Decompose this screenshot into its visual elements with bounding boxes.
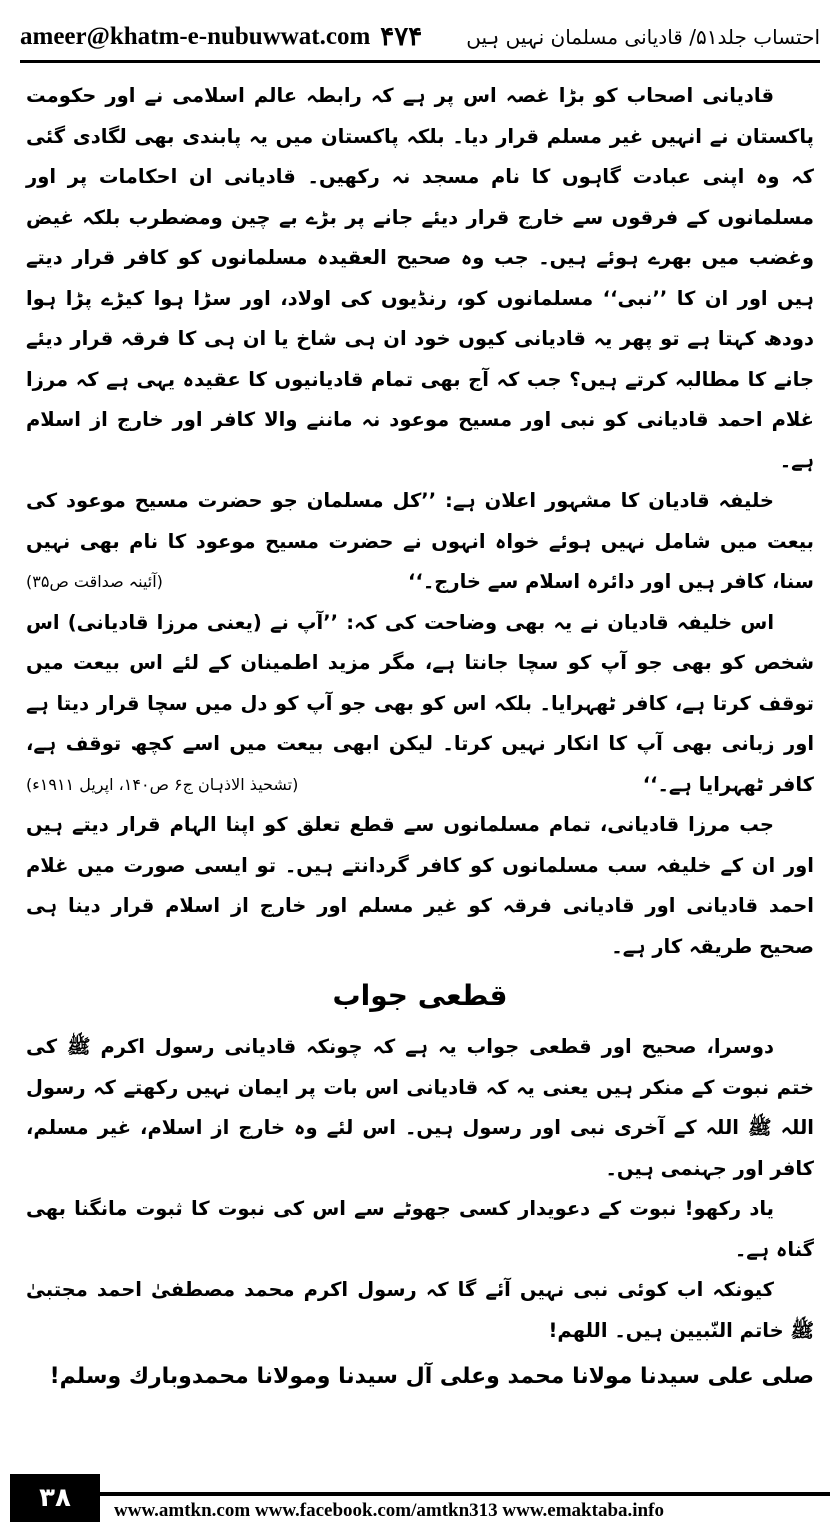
paragraph-3 <box>26 603 814 806</box>
header-page-number: ۴۷۴ <box>380 22 423 52</box>
header-email[interactable]: ameer@khatm-e-nubuwwat.com <box>20 23 371 50</box>
paragraph-5: دوسرا، صحیح اور قطعی جواب یہ ہے کہ چونکہ قادیانی رسول اکرم ﷺ کی ختم نبوت کے منکر ہیں یعنی یہ کہ قادیانی اس بات پر ایمان نہیں رکھتے کہ رسول اللہ ﷺ اللہ کے آخری نبی اور رسول ہیں۔ اس لئے وہ خارج از اسلام، غیر مسلم، کافر اور جہنمی ہیں۔ <box>26 1035 814 1180</box>
paragraph-1: قادیانی اصحاب کو بڑا غصہ اس پر ہے کہ رابطہ عالم اسلامی نے اور حکومت پاکستان نے انہیں غیر مسلم قرار دیا۔ بلکہ پاکستان میں یہ پابندی بھی لگادی گئی کہ وہ اپنی عبادت گاہوں کا نام مسجد نہ رکھیں۔ قادیانی ان احکامات پر اور مسلمانوں کے فرقوں سے خارج قرار دیئے جانے پر بڑے بے چین ومضطرب بلکہ غیض وغضب میں بھرے ہوئے ہیں۔ جب وہ صحیح العقیدہ مسلمانوں کو کافر قرار دیتے ہیں اور ان کا ’’نبی‘‘ مسلمانوں کو، رنڈیوں کی اولاد، اور سڑا ہوا کیڑے پڑا ہوا دودھ کہتا ہے تو پھر یہ قادیانی کیوں خود ان ہی شاخ یا ان ہی کا فرقہ قرار دیئے جانے کا مطالبہ کرتے ہیں؟ جب کہ آج بھی تمام قادیانیوں کا عقیدہ یہی ہے کہ مرزا غلام احمد قادیانی کو نبی اور مسیح موعود نہ ماننے والا کافر اور خارج از اسلام ہے۔ <box>26 84 814 472</box>
footer-page-number: ۳۸ <box>10 1474 100 1522</box>
paragraph-4: جب مرزا قادیانی، تمام مسلمانوں سے قطع تعلق کو اپنا الہام قرار دیتے ہیں اور ان کے خلیفہ سب مسلمانوں کو کافر گردانتے ہیں۔ تو ایسی صورت میں غلام احمد قادیانی اور قادیانی فرقہ کو غیر مسلم اور خارج از اسلام قرار دینا ہی صحیح طریقہ کار ہے۔ <box>26 813 814 958</box>
page-header <box>20 14 820 63</box>
page-content <box>26 76 814 1426</box>
page-footer <box>10 1474 830 1522</box>
reference-tashheez: (تشحیذ الاذہان ج۶ ص۱۴۰، اپریل ۱۹۱۱ء) <box>26 774 299 794</box>
footer-links-area <box>100 1474 830 1522</box>
footer-links[interactable]: www.amtkn.com www.facebook.com/amtkn313 www.emaktaba.info <box>114 1500 664 1521</box>
section-heading: قطعی جواب <box>332 979 508 1012</box>
closing-darood: صلی علی سیدنا مولانا محمد وعلی آل سیدنا ومولانا محمدوبارك وسلم! <box>49 1364 814 1389</box>
paragraph-7: کیونکہ اب کوئی نبی نہیں آئے گا کہ رسول اکرم محمد مصطفیٰ احمد مجتبیٰ ﷺ خاتم النّبیین ہیں۔ اللھم! <box>26 1278 814 1342</box>
header-book-title: احتساب جلد۵۱/ قادیانی مسلمان نہیں ہیں <box>466 25 820 49</box>
reference-ayina-sadaqat: (آئینہ صداقت ص۳۵) <box>26 572 163 591</box>
header-left <box>20 22 422 52</box>
paragraph-6: یاد رکھو! نبوت کے دعویدار کسی جھوٹے سے اس کی نبوت کا ثبوت مانگنا بھی گناہ ہے۔ <box>26 1197 814 1261</box>
paragraph-3-text: اس خلیفہ قادیان نے یہ بھی وضاحت کی کہ: ’’آپ نے (یعنی مرزا قادیانی) اس شخص کو بھی جو آپ کو سچا جانتا ہے، مگر مزید اطمینان کے لئے اس بیعت میں توقف کرتا ہے، کافر ٹھہرایا۔ بلکہ اس کو بھی جو آپ کو دل میں سچا قرار دیتا ہے اور زبانی بھی آپ کا انکار نہیں کرتا۔ لیکن ابھی بیعت میں اسے کچھ توقف ہے، کافر ٹھہرایا ہے۔‘‘ <box>26 610 814 796</box>
paragraph-2-text: خلیفہ قادیان کا مشہور اعلان ہے: ’’کل مسلمان جو حضرت مسیح موعود کی بیعت میں شامل نہیں ہوئے خواہ انہوں نے حضرت مسیح موعود کا نام بھی نہیں سنا، کافر ہیں اور دائرہ اسلام سے خارج۔‘‘ <box>26 489 814 593</box>
paragraph-2 <box>26 481 814 603</box>
footer-rule <box>100 1492 830 1496</box>
